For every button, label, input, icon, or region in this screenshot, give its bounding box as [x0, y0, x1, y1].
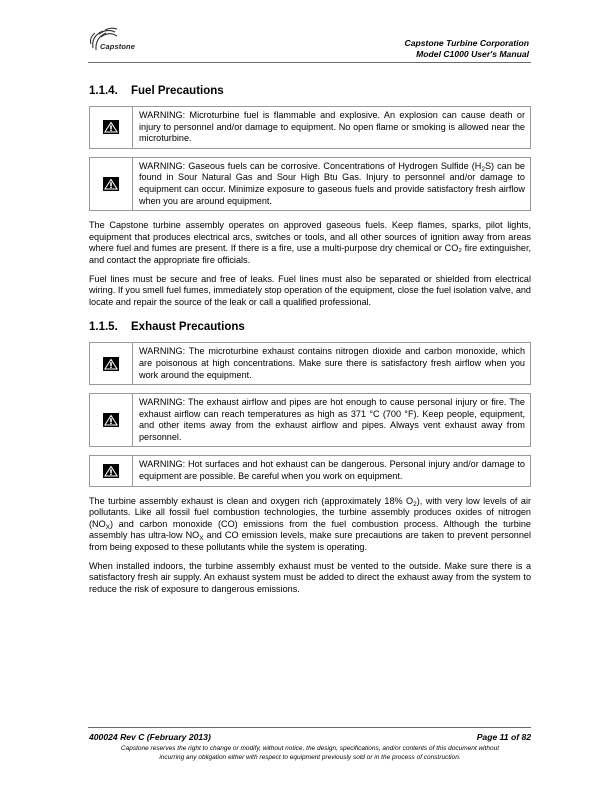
warning-box — [89, 157, 531, 211]
section-heading-exhaust — [89, 320, 531, 334]
warning-triangle-icon — [103, 464, 119, 478]
body-paragraph: Fuel lines must be secure and free of leaks. Fuel lines must also be separated or shielded from electrical wiring. If you smell fuel fumes, immediately stop operation of the equipment, close the fuel isolation valve, and locate and repair the source of the leak or call a qualified professional. — [89, 273, 531, 307]
disclaimer-line: Capstone reserves the right to change or modify, without notice, the design, specifications, and/or contents of this document without — [120, 745, 500, 752]
capstone-logo — [87, 26, 147, 60]
header-divider — [88, 62, 531, 63]
section-title: Fuel Precautions — [131, 85, 224, 97]
section-title: Exhaust Precautions — [131, 321, 245, 334]
warning-icon-cell — [90, 394, 133, 446]
section-number: 1.1.4. — [89, 85, 118, 97]
warning-icon-cell — [90, 107, 133, 148]
subscript: X — [105, 523, 111, 531]
warning-icon-cell — [90, 456, 133, 485]
warning-triangle-icon — [103, 120, 119, 134]
logo-wordmark: Capstone — [100, 42, 135, 51]
subscript: 2 — [413, 500, 417, 508]
warning-icon-cell — [90, 343, 133, 384]
text-part: and CO emission levels, make sure precautions are taken to prevent personnel from being exposed to these pollutants while the system is operating. — [89, 530, 531, 553]
page-header — [405, 38, 529, 59]
text-part: The turbine assembly exhaust is clean and oxygen rich (approximately 18% O — [89, 495, 414, 506]
body-paragraph: When installed indoors, the turbine assembly exhaust must be vented to the outside. Make sure there is a satisfactory fresh air supply. An exhaust system must be added to direct the exhaust away from the system to reduce the risk of exposure to dangerous emissions. — [89, 560, 531, 594]
warning-text: WARNING: The exhaust airflow and pipes are hot enough to cause personal injury or fire. The exhaust airflow can reach temperatures as high as 371 °C (700 °F). Keep people, equipment, and other items away from the exhaust airflow and pipes. Always vent exhaust away from personnel. — [139, 397, 525, 442]
warning-box — [89, 106, 531, 149]
warning-text: WARNING: The microturbine exhaust contains nitrogen dioxide and carbon monoxide, which are poisonous at high concentrations. Make sure there is satisfactory fresh airflow when you work around the equipment. — [139, 346, 525, 380]
section-heading-fuel — [89, 84, 531, 98]
warning-box — [89, 393, 531, 447]
company-name: Capstone Turbine Corporation — [404, 38, 529, 48]
warning-text — [133, 158, 530, 210]
body-paragraph — [89, 496, 531, 554]
main-content — [89, 84, 531, 595]
section-number: 1.1.5. — [89, 321, 118, 334]
page-number: Page 11 of 82 — [476, 732, 531, 742]
text-part: ) and carbon monoxide (CO) emissions from the fuel combustion process. Although the turbine assembly has ultra-low NO — [89, 518, 531, 541]
warning-text-part: S) can be found in Sour Natural Gas and Sour High Btu Gas. Injury to personnel and/or damage to equipment can occur. Minimize exposure to gaseous fuels and provide satisfactory fresh airflow when you are around equipment. — [139, 160, 525, 206]
warning-triangle-icon — [103, 177, 119, 191]
warning-box — [89, 455, 531, 486]
footer-disclaimer — [80, 745, 540, 762]
subscript: 2 — [481, 165, 485, 173]
warning-icon-cell — [90, 158, 133, 210]
manual-title: Model C1000 User's Manual — [416, 48, 529, 59]
warning-triangle-icon — [103, 413, 119, 427]
disclaimer-line: incurring any obligation either with respect to equipment previously sold or in the process of construction. — [159, 753, 461, 761]
footer-divider — [88, 727, 531, 728]
subscript: X — [199, 535, 204, 543]
warning-text: WARNING: Hot surfaces and hot exhaust can be dangerous. Personal injury and/or damage to equipment are possible. Be careful when you work on equipment. — [139, 459, 525, 482]
warning-triangle-icon — [103, 357, 119, 371]
text-part: ), with very low levels of air pollutants. Like all fossil fuel combustion technologies, the turbine assembly produces oxides of nitrogen (NO — [89, 495, 531, 529]
warning-box — [89, 342, 531, 385]
warning-text: WARNING: Microturbine fuel is flammable and explosive. An explosion can cause death or injury to personnel and/or damage to equipment. No open flame or smoking is allowed near the microturbine. — [139, 110, 525, 144]
warning-text-part: WARNING: Gaseous fuels can be corrosive. Concentrations of Hydrogen Sulfide (H — [139, 160, 482, 171]
body-paragraph: The Capstone turbine assembly operates on approved gaseous fuels. Keep flames, sparks, pilot lights, equipment that produces electrical arcs, switches or tools, and all other sources of ignition away from areas where fuel and fumes are present. If there is a fire, use a multi-purpose dry chemical or CO₂ fire extinguisher, and contact the appropriate fire officials. — [89, 220, 531, 265]
document-id: 400024 Rev C (February 2013) — [89, 732, 211, 742]
